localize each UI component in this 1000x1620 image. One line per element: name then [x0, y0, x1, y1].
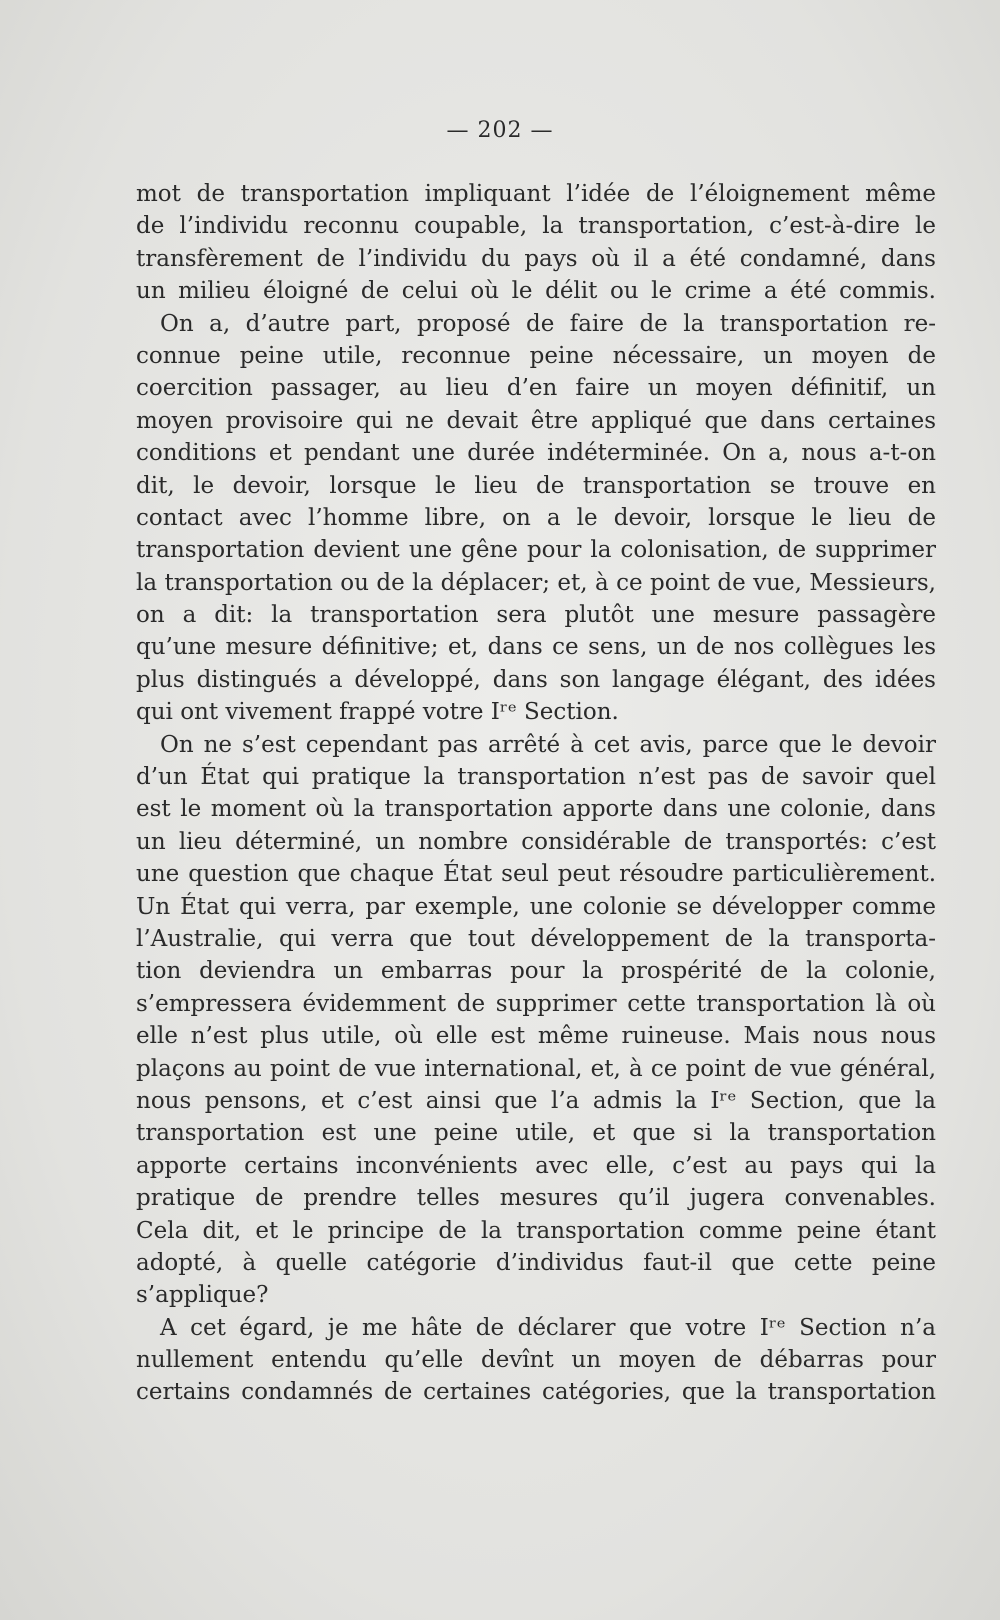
text-line: plus distingués a développé, dans son langage élégant, des idées — [136, 666, 936, 693]
text-line: s’applique? — [136, 1282, 269, 1309]
text-line: transportation est une peine utile, et que si la transportation — [136, 1120, 936, 1147]
text-line: une question que chaque État seul peut résoudre particulièrement. — [136, 861, 936, 888]
text-line: conditions et pendant une durée indéterminée. On a, nous a-t-on — [136, 440, 936, 467]
text-line: transportation devient une gêne pour la colonisation, de supprimer — [136, 537, 936, 564]
text-line: est le moment où la transportation apporte dans une colonie, dans — [136, 796, 936, 823]
text-line: connue peine utile, reconnue peine nécessaire, un moyen de — [136, 342, 936, 369]
text-line: tion deviendra un embarras pour la prospérité de la colonie, — [136, 958, 936, 985]
body-text — [136, 178, 936, 1409]
text-line: nous pensons, et c’est ainsi que l’a admis la Iʳᵉ Section, que la — [136, 1087, 936, 1114]
text-line: On ne s’est cependant pas arrêté à cet avis, parce que le devoir — [160, 731, 936, 758]
text-line: Un État qui verra, par exemple, une colonie se développer comme — [136, 893, 936, 920]
text-line: contact avec l’homme libre, on a le devoir, lorsque le lieu de — [136, 504, 936, 531]
text-line: moyen provisoire qui ne devait être appliqué que dans certaines — [136, 407, 936, 434]
text-line: qui ont vivement frappé votre Iʳᵉ Section. — [136, 699, 619, 726]
text-line: On a, d’autre part, proposé de faire de la transportation re- — [160, 310, 936, 337]
text-line: coercition passager, au lieu d’en faire un moyen définitif, un — [136, 375, 936, 402]
text-line: certains condamnés de certaines catégories, que la transportation — [136, 1379, 936, 1406]
text-line: pratique de prendre telles mesures qu’il jugera convenables. — [136, 1185, 936, 1212]
text-line: A cet égard, je me hâte de déclarer que votre Iʳᵉ Section n’a — [160, 1314, 936, 1341]
text-line: on a dit: la transportation sera plutôt une mesure passagère — [136, 602, 936, 629]
text-line: plaçons au point de vue international, et, à ce point de vue général, — [136, 1055, 936, 1082]
text-line: apporte certains inconvénients avec elle, c’est au pays qui la — [136, 1152, 936, 1179]
text-line: un milieu éloigné de celui où le délit ou le crime a été commis. — [136, 278, 936, 305]
text-line: mot de transportation impliquant l’idée de l’éloignement même — [136, 181, 936, 207]
text-line: dit, le devoir, lorsque le lieu de transportation se trouve en — [136, 472, 936, 499]
text-line: Cela dit, et le principe de la transportation comme peine étant — [136, 1217, 936, 1244]
text-line: transfèrement de l’individu du pays où il a été condamné, dans — [136, 245, 936, 272]
text-line: de l’individu reconnu coupable, la transportation, c’est-à-dire le — [136, 213, 936, 240]
text-line: d’un État qui pratique la transportation n’est pas de savoir quel — [136, 764, 936, 791]
text-line: nullement entendu qu’elle devînt un moyen de débarras pour — [136, 1347, 936, 1374]
page-number: — 202 — — [446, 118, 554, 143]
text-line: elle n’est plus utile, où elle est même ruineuse. Mais nous nous — [136, 1023, 936, 1050]
text-line: un lieu déterminé, un nombre considérable de transportés: c’est — [136, 828, 936, 855]
text-line: l’Australie, qui verra que tout développement de la transporta- — [136, 925, 936, 952]
text-line: s’empressera évidemment de supprimer cette transportation là où — [136, 990, 936, 1017]
text-line: la transportation ou de la déplacer; et, à ce point de vue, Messieurs, — [136, 569, 936, 596]
text-line: adopté, à quelle catégorie d’individus faut-il que cette peine — [136, 1249, 936, 1276]
text-line: qu’une mesure définitive; et, dans ce sens, un de nos collègues les — [136, 634, 936, 661]
